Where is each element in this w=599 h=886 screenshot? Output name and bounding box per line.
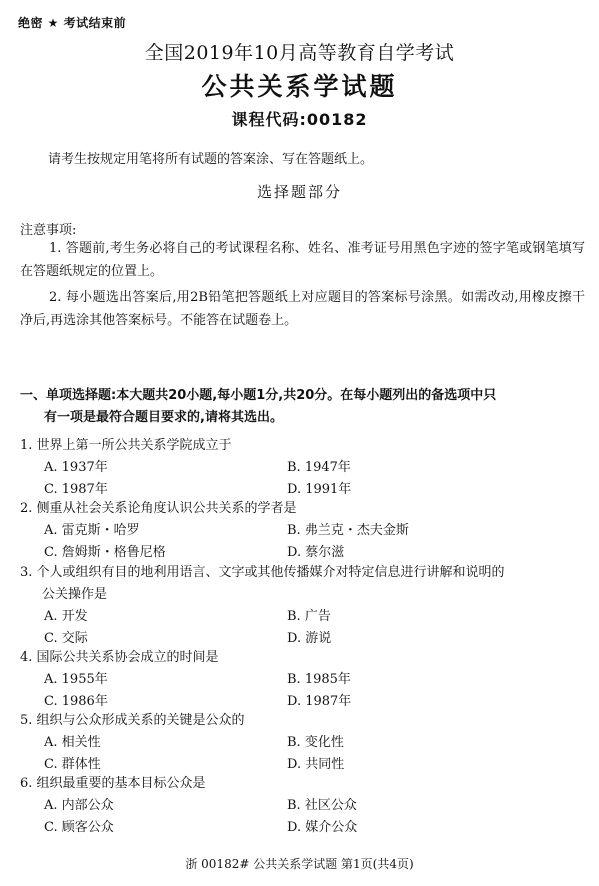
option-c: C. 交际 bbox=[44, 631, 88, 646]
question-1 bbox=[20, 435, 580, 501]
notes-heading: 注意事项: bbox=[20, 223, 77, 238]
option-b: B. 1985年 bbox=[287, 672, 351, 687]
option-d: D. 共同性 bbox=[287, 757, 345, 772]
question-stem: 5. 组织与公众形成关系的关键是公众的 bbox=[20, 713, 245, 728]
question-stem: 3. 个人或组织有目的地利用语言、文字或其他传播媒介对特定信息进行讲解和说明的 bbox=[20, 565, 505, 580]
question-2 bbox=[20, 498, 580, 564]
option-d: D. 1987年 bbox=[287, 694, 352, 709]
part-title: 选择题部分 bbox=[256, 183, 342, 201]
general-instruction: 请考生按规定用笔将所有试题的答案涂、写在答题纸上。 bbox=[48, 152, 374, 167]
question-stem: 6. 组织最重要的基本目标公众是 bbox=[20, 776, 206, 791]
course-code: 课程代码:00182 bbox=[231, 110, 368, 129]
question-options bbox=[20, 520, 580, 564]
option-c: C. 1987年 bbox=[44, 482, 108, 497]
question-6 bbox=[20, 773, 580, 839]
option-b: B. 1947年 bbox=[287, 460, 351, 475]
subject-title: 公共关系学试题 bbox=[201, 72, 398, 101]
section-heading bbox=[20, 385, 580, 429]
option-b: B. 弗兰克・杰夫金斯 bbox=[287, 523, 409, 538]
question-3 bbox=[20, 562, 580, 650]
option-a: A. 开发 bbox=[44, 609, 88, 624]
question-options bbox=[20, 732, 580, 776]
question-options bbox=[20, 457, 580, 501]
question-options bbox=[20, 669, 580, 713]
option-d: D. 游说 bbox=[287, 631, 332, 646]
question-stem: 4. 国际公共关系协会成立的时间是 bbox=[20, 650, 219, 665]
question-5 bbox=[20, 710, 580, 776]
question-options bbox=[20, 606, 580, 650]
option-c: C. 1986年 bbox=[44, 694, 108, 709]
option-d: D. 媒介公众 bbox=[287, 820, 358, 835]
note-item: 2. 每小题选出答案后,用2B铅笔把答题纸上对应题目的答案标号涂黑。如需改动,用橡皮擦干净后,再选涂其他答案标号。不能答在试题卷上。 bbox=[20, 290, 585, 328]
exam-title: 全国2019年10月高等教育自学考试 bbox=[144, 42, 455, 64]
section-heading-line: 有一项是最符合题目要求的,请将其选出。 bbox=[44, 410, 283, 425]
question-stem: 1. 世界上第一所公共关系学院成立于 bbox=[20, 438, 232, 453]
question-4 bbox=[20, 647, 580, 713]
note-item: 1. 答题前,考生务必将自己的考试课程名称、姓名、准考证号用黑色字迹的签字笔或钢笔填写在答题纸规定的位置上。 bbox=[20, 241, 585, 279]
option-c: C. 顾客公众 bbox=[44, 820, 114, 835]
question-options bbox=[20, 795, 580, 839]
option-b: B. 社区公众 bbox=[287, 798, 357, 813]
option-a: A. 相关性 bbox=[44, 735, 101, 750]
section-heading-line: 一、单项选择题:本大题共20小题,每小题1分,共20分。在每小题列出的备选项中只 bbox=[20, 388, 497, 403]
page-footer: 浙 00182# 公共关系学试题 第1页(共4页) bbox=[185, 857, 414, 871]
option-c: C. 群体性 bbox=[44, 757, 101, 772]
option-d: D. 1991年 bbox=[287, 482, 352, 497]
option-a: A. 雷克斯・哈罗 bbox=[44, 523, 140, 538]
option-b: B. 广告 bbox=[287, 609, 331, 624]
option-d: D. 蔡尔滋 bbox=[287, 545, 345, 560]
option-a: A. 1937年 bbox=[44, 460, 108, 475]
option-a: A. 1955年 bbox=[44, 672, 108, 687]
option-a: A. 内部公众 bbox=[44, 798, 114, 813]
question-stem: 2. 侧重从社会关系论角度认识公共关系的学者是 bbox=[20, 501, 297, 516]
option-b: B. 变化性 bbox=[287, 735, 344, 750]
option-c: C. 詹姆斯・格鲁尼格 bbox=[44, 545, 166, 560]
question-stem-continuation: 公关操作是 bbox=[42, 587, 108, 602]
confidential-label: 绝密 ★ 考试结束前 bbox=[18, 16, 127, 30]
